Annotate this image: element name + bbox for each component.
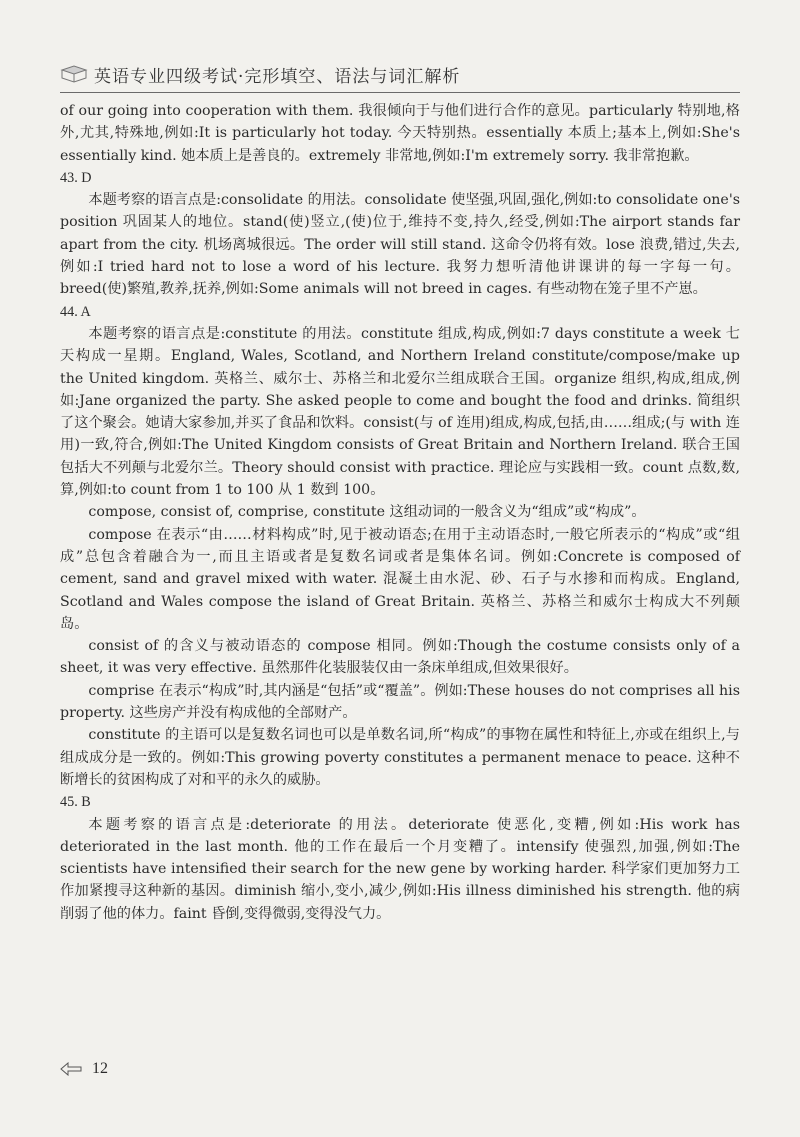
paragraph: 本题考察的语言点是:constitute 的用法。constitute 组成,构成,例如:7 days constitute a week 七天构成一星期。England, Wales, Scotland, and Northern Ireland constitute/compose/make up the United kingdom. 英格兰、威尔士、苏格兰和北爱尔兰组成联合王国。organize 组织,构成,组成,例如:Jane organized the party. She asked people to come and bought the food and drinks. 简组织了这个聚会。她请大家参加,并买了食品和饮料。consist(与 of 连用)组成,构成,包括,由……组成;(与 with 连用)一致,符合,例如:The United Kingdom consists of Great Britain and Northern Ireland. 联合王国包括大不列颠与北爱尔兰。Theory should consist with practice. 理论应与实践相一致。count 点数,数,算,例如:to count from 1 to 100 从 1 数到 100。 [60,325,740,499]
page-number: 12 [92,1060,108,1077]
body-text [60,100,740,925]
header-title: 英语专业四级考试·完形填空、语法与词汇解析 [94,66,461,87]
paragraph: compose 在表示“由……材料构成”时,见于被动语态;在用于主动语态时,一般它所表示的“构成”或“组成”总包含着融合为一,而且主语或者是复数名词或者是集体名词。例如:Concrete is composed of cement, sand and gravel mixed with water. 混凝土由水泥、砂、石子与水掺和而构成。England, Scotland and Wales compose the island of Great Britain. 英格兰、苏格兰和威尔士构成大不列颠岛。 [60,526,740,632]
page-footer [60,1060,108,1078]
answer-number: 45. B [60,794,91,811]
answer-number: 44. A [60,303,91,320]
running-header [60,56,740,93]
answer-number: 43. D [60,169,92,186]
paragraph: 本题考察的语言点是:consolidate 的用法。consolidate 使坚强,巩固,强化,例如:to consolidate one's position 巩固某人的地位。stand(使)竖立,(使)位于,维持不变,持久,经受,例如:The airport stands far apart from the city. 机场离城很远。The order will still stand. 这命令仍将有效。lose 浪费,错过,失去,例如:I tried hard not to lose a word of his lecture. 我努力想听清他讲课讲的每一字每一句。breed(使)繁殖,教养,抚养,例如:Some animals will not breed in cages. 有些动物在笼子里不产崽。 [60,192,740,298]
paragraph: compose, consist of, comprise, constitute 这组动词的一般含义为“组成”或“构成”。 [88,504,646,521]
paragraph: 本题考察的语言点是:deteriorate 的用法。deteriorate 使恶化,变糟,例如:His work has deteriorated in the last month. 他的工作在最后一个月变糟了。intensify 使强烈,加强,例如:The scientists have intensified their search for the new gene by working harder. 科学家们更加努力工作加紧搜寻这种新的基因。diminish 缩小,变小,减少,例如:His illness diminished his strength. 他的病削弱了他的体力。faint 昏倒,变得微弱,变得没气力。 [60,816,740,922]
paragraph: comprise 在表示“构成”时,其内涵是“包括”或“覆盖”。例如:These houses do not comprises all his property. 这些房产并没有构成他的全部财产。 [60,682,740,722]
paragraph: of our going into cooperation with them. 我很倾向于与他们进行合作的意见。particularly 特别地,格外,尤其,特殊地,例如:It is particularly hot today. 今天特别热。essentially 本质上;基本上,例如:She's essentially kind. 她本质上是善良的。extremely 非常地,例如:I'm extremely sorry. 我非常抱歉。 [60,103,740,164]
arrow-left-icon [60,1062,82,1076]
paragraph: consist of 的含义与被动语态的 compose 相同。例如:Though the costume consists only of a sheet, it was very effective. 虽然那件化装服装仅由一条床单组成,但效果很好。 [60,638,740,677]
paragraph: constitute 的主语可以是复数名词也可以是单数名词,所“构成”的事物在属性和特征上,亦或在组织上,与组成成分是一致的。例如:This growing poverty constitutes a permanent menace to peace. 这种不断增长的贫困构成了对和平的永久的威胁。 [60,727,740,788]
book-icon [60,64,88,84]
